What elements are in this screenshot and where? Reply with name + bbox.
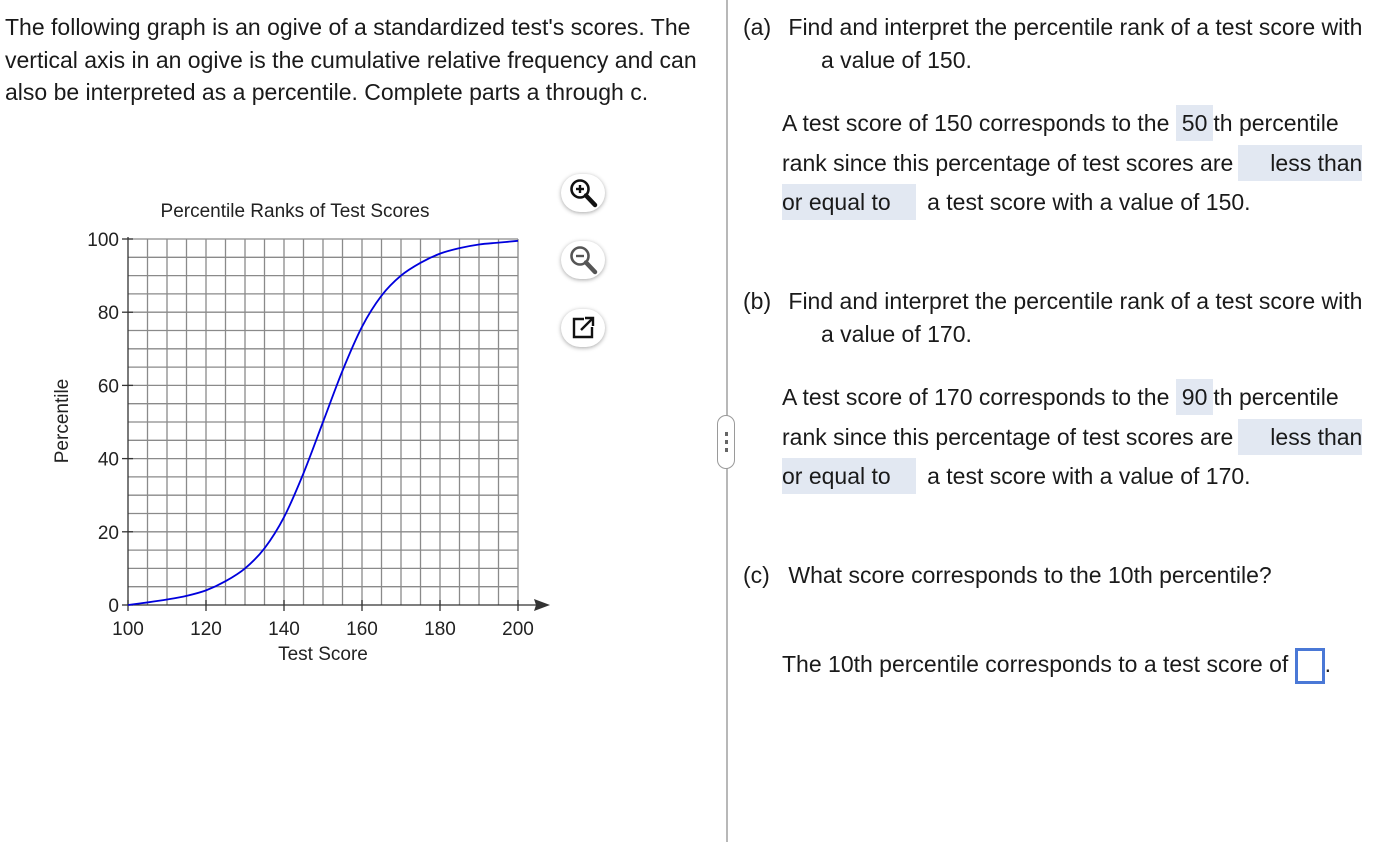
x-tick-label: 120: [190, 619, 222, 640]
x-tick-label: 180: [424, 619, 456, 640]
x-axis-arrow: [534, 599, 550, 611]
part-c-question-text: What score corresponds to the 10th percentile?: [788, 562, 1272, 588]
part-c-answer-post: .: [1324, 651, 1332, 677]
part-c-answer-pre: The 10th percentile corresponds to a test score of: [782, 651, 1289, 677]
part-b-answer: [782, 378, 1372, 497]
external-link-icon: [569, 314, 597, 342]
x-tick-label: 200: [502, 619, 534, 640]
y-tick-label: 80: [97, 303, 119, 325]
y-axis-label: Percentile: [52, 378, 73, 464]
part-b-question-text: Find and interpret the percentile rank of a test score with a value of 170.: [788, 288, 1363, 347]
y-tick-label: 0: [108, 596, 119, 617]
y-tick-label: 40: [97, 449, 119, 471]
grip-dot: [725, 440, 728, 444]
zoom-out-button[interactable]: [561, 241, 605, 279]
part-a-question: (a) Find and interpret the percentile rank of a test score with a value of 150.: [743, 14, 1363, 73]
magnifier-plus-icon: [567, 177, 599, 209]
part-c-question: (c) What score corresponds to the 10th percentile?: [743, 562, 1272, 588]
part-a-answer-post: a test score with a value of 150.: [927, 189, 1251, 215]
intro-text: The following graph is an ogive of a standardized test's scores. The vertical axis in an ogive is the cumulative relative frequency and can also be interpreted as a percentile. Complete parts a through c.: [5, 14, 697, 105]
chart-title: Percentile Ranks of Test Scores: [160, 201, 430, 222]
part-b-rank-suffix: th: [1213, 384, 1233, 410]
part-a-answer: [782, 104, 1372, 223]
grip-dot: [725, 432, 728, 436]
part-b-answer-mid: percentile rank since this percentage of test scores are: [782, 384, 1339, 450]
part-a-answer-mid: percentile rank since this percentage of test scores are: [782, 110, 1339, 176]
part-a-answer-pre: A test score of 150 corresponds to the: [782, 110, 1170, 136]
y-tick-label: 100: [87, 230, 119, 251]
part-b-rank-answer[interactable]: 90: [1176, 379, 1214, 415]
tick-labels: [87, 230, 534, 640]
x-tick-label: 140: [268, 619, 300, 640]
ogive-chart: [40, 165, 560, 675]
part-c-score-input[interactable]: [1295, 648, 1325, 684]
x-tick-label: 160: [346, 619, 378, 640]
part-a-rank-suffix: th: [1213, 110, 1233, 136]
part-c-answer: [782, 644, 1372, 684]
x-axis-label: Test Score: [278, 644, 368, 665]
pane-resize-handle[interactable]: [717, 415, 735, 469]
open-new-window-button[interactable]: [561, 309, 605, 347]
x-tick-label: 100: [112, 619, 144, 640]
grip-dot: [725, 448, 728, 452]
y-tick-label: 20: [97, 522, 119, 544]
part-b-question: (b) Find and interpret the percentile rank of a test score with a value of 170.: [743, 288, 1363, 347]
part-a-question-text: Find and interpret the percentile rank of a test score with a value of 150.: [788, 14, 1363, 73]
part-b-answer-post: a test score with a value of 170.: [927, 463, 1251, 489]
part-b-comparison-answer[interactable]: less than or equal to: [782, 419, 1362, 495]
part-a-rank-answer[interactable]: 50: [1176, 105, 1214, 141]
y-tick-label: 60: [97, 376, 119, 398]
zoom-in-button[interactable]: [561, 174, 605, 212]
part-b-answer-pre: A test score of 170 corresponds to the: [782, 384, 1170, 410]
magnifier-minus-icon: [567, 244, 599, 276]
part-a-comparison-answer[interactable]: less than or equal to: [782, 145, 1362, 221]
